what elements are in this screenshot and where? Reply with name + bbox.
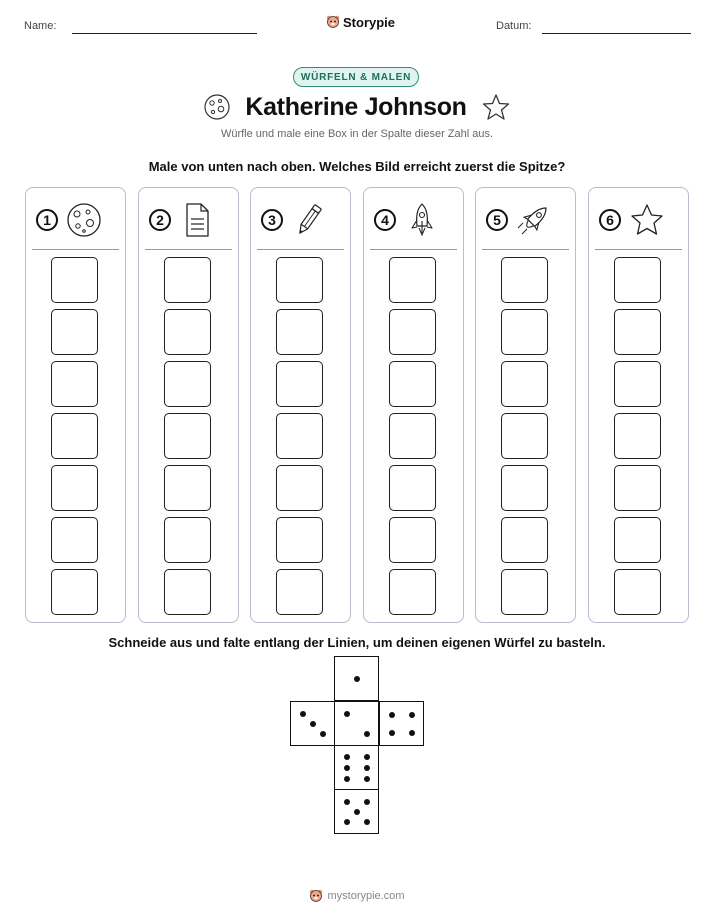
- coloring-box[interactable]: [501, 517, 548, 563]
- coloring-box[interactable]: [164, 309, 211, 355]
- pip: [364, 819, 370, 825]
- coloring-box[interactable]: [501, 361, 548, 407]
- coloring-box[interactable]: [164, 569, 211, 615]
- coloring-box[interactable]: [164, 465, 211, 511]
- column-number: 5: [486, 209, 508, 231]
- coloring-box[interactable]: [164, 361, 211, 407]
- column-divider: [145, 249, 232, 250]
- coloring-box[interactable]: [614, 413, 661, 459]
- pip: [344, 711, 350, 717]
- launching-rocket-icon: [516, 202, 552, 238]
- date-line[interactable]: [542, 33, 691, 34]
- pip: [409, 730, 415, 736]
- instruction-text: Male von unten nach oben. Welches Bild erreicht zuerst die Spitze?: [148, 159, 566, 174]
- page-title: Katherine Johnson: [245, 92, 467, 121]
- dice-face-lower: [334, 745, 379, 790]
- pip: [354, 809, 360, 815]
- pip: [389, 730, 395, 736]
- coloring-box[interactable]: [276, 569, 323, 615]
- coloring-box[interactable]: [614, 309, 661, 355]
- coloring-box[interactable]: [501, 413, 548, 459]
- coloring-box[interactable]: [389, 309, 436, 355]
- star-icon: [629, 202, 665, 238]
- coloring-box[interactable]: [501, 309, 548, 355]
- column-divider: [595, 249, 682, 250]
- column-6: [588, 187, 689, 623]
- rocket-icon: [404, 202, 440, 238]
- coloring-box[interactable]: [389, 257, 436, 303]
- column-4: [363, 187, 464, 623]
- column-number: 1: [36, 209, 58, 231]
- pip: [344, 799, 350, 805]
- bear-icon: [326, 14, 340, 30]
- coloring-box[interactable]: [501, 257, 548, 303]
- coloring-box[interactable]: [501, 465, 548, 511]
- coloring-box[interactable]: [51, 569, 98, 615]
- dice-face-center: [334, 701, 379, 746]
- pip: [310, 721, 316, 727]
- column-divider: [370, 249, 457, 250]
- pip: [364, 776, 370, 782]
- column-divider: [32, 249, 119, 250]
- column-number: 6: [599, 209, 621, 231]
- name-label: Name:: [24, 20, 57, 32]
- coloring-box[interactable]: [164, 413, 211, 459]
- column-3: [250, 187, 351, 623]
- star-icon: [481, 92, 511, 122]
- coloring-box[interactable]: [276, 517, 323, 563]
- pip: [354, 676, 360, 682]
- coloring-box[interactable]: [501, 569, 548, 615]
- coloring-box[interactable]: [51, 361, 98, 407]
- pip: [364, 765, 370, 771]
- coloring-box[interactable]: [389, 465, 436, 511]
- pip: [300, 711, 306, 717]
- coloring-box[interactable]: [276, 309, 323, 355]
- column-number: 4: [374, 209, 396, 231]
- column-divider: [257, 249, 344, 250]
- footer: [0, 888, 714, 904]
- activity-badge: WÜRFELN & MALEN: [293, 67, 419, 87]
- dice-face-top: [334, 656, 379, 701]
- coloring-box[interactable]: [276, 361, 323, 407]
- pip: [364, 731, 370, 737]
- pip: [389, 712, 395, 718]
- pencil-icon: [291, 202, 327, 238]
- coloring-box[interactable]: [389, 517, 436, 563]
- moon-icon: [203, 93, 231, 121]
- moon-icon: [66, 202, 102, 238]
- cut-instruction: Schneide aus und falte entlang der Linien, um deinen eigenen Würfel zu basteln.: [108, 635, 606, 650]
- brand-name: Storypie: [343, 14, 396, 30]
- dice-face-left: [290, 701, 335, 746]
- pip: [364, 754, 370, 760]
- coloring-box[interactable]: [164, 257, 211, 303]
- bear-icon: [309, 888, 323, 904]
- column-number: 3: [261, 209, 283, 231]
- coloring-box[interactable]: [276, 257, 323, 303]
- title-row: [0, 92, 714, 122]
- column-2: [138, 187, 239, 623]
- pip: [364, 799, 370, 805]
- name-line[interactable]: [72, 33, 257, 34]
- pip: [409, 712, 415, 718]
- coloring-box[interactable]: [389, 413, 436, 459]
- coloring-box[interactable]: [164, 517, 211, 563]
- coloring-box[interactable]: [389, 361, 436, 407]
- footer-url[interactable]: mystorypie.com: [327, 890, 405, 902]
- pip: [344, 754, 350, 760]
- coloring-box[interactable]: [51, 309, 98, 355]
- pip: [320, 731, 326, 737]
- pip: [344, 765, 350, 771]
- coloring-box[interactable]: [614, 465, 661, 511]
- coloring-box[interactable]: [389, 569, 436, 615]
- date-label: Datum:: [496, 20, 532, 32]
- brand-logo: [326, 14, 395, 30]
- coloring-box[interactable]: [51, 517, 98, 563]
- column-divider: [482, 249, 569, 250]
- coloring-box[interactable]: [51, 465, 98, 511]
- coloring-box[interactable]: [51, 413, 98, 459]
- coloring-box[interactable]: [614, 257, 661, 303]
- dice-face-bottom: [334, 789, 379, 834]
- coloring-box[interactable]: [614, 569, 661, 615]
- subtitle: Würfle und male eine Box in der Spalte dieser Zahl aus.: [220, 128, 494, 140]
- coloring-box[interactable]: [276, 465, 323, 511]
- column-number: 2: [149, 209, 171, 231]
- pip: [344, 819, 350, 825]
- dice-face-right: [379, 701, 424, 746]
- coloring-box[interactable]: [614, 361, 661, 407]
- column-5: [475, 187, 576, 623]
- coloring-box[interactable]: [51, 257, 98, 303]
- column-1: [25, 187, 126, 623]
- document-icon: [179, 202, 215, 238]
- pip: [344, 776, 350, 782]
- coloring-box[interactable]: [276, 413, 323, 459]
- coloring-box[interactable]: [614, 517, 661, 563]
